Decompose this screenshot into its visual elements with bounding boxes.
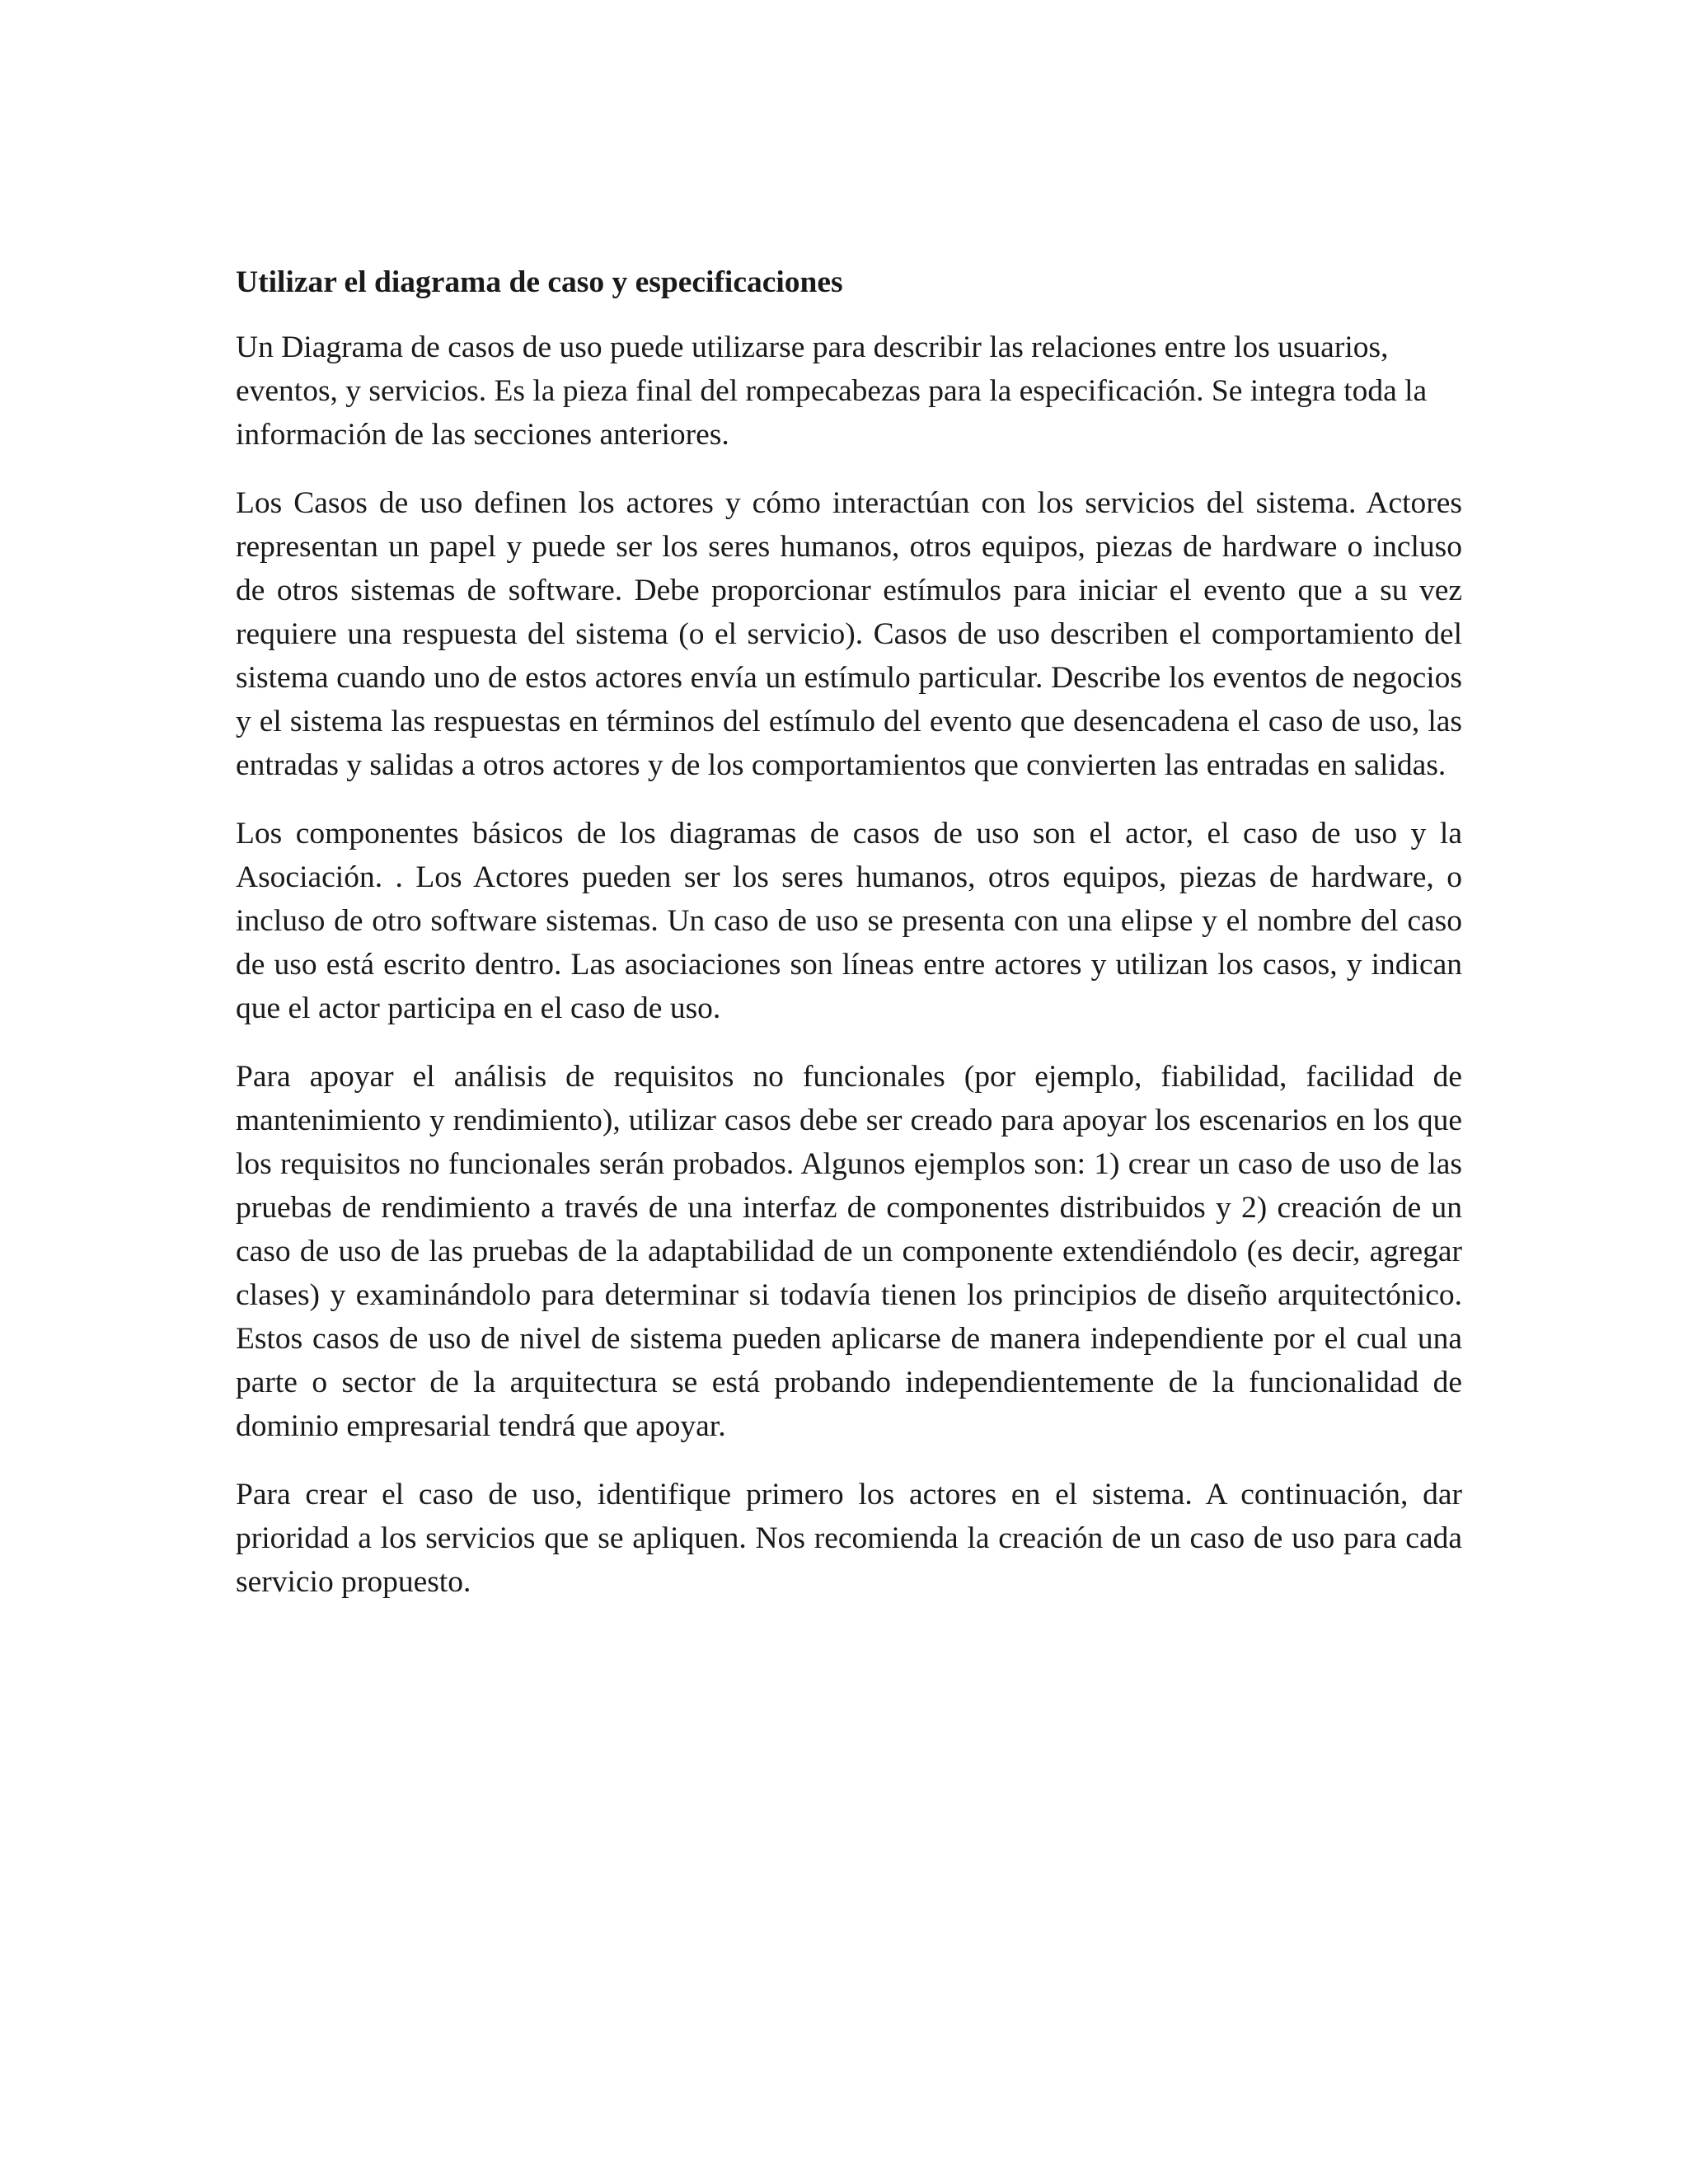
paragraph-intro: Un Diagrama de casos de uso puede utilizarse para describir las relaciones entre los usuarios, eventos, y servicios. Es la pieza final del rompecabezas para la especificación. Se integra toda la información de las secciones anteriores. (236, 330, 1428, 452)
paragraph-non-functional-requirements: Para apoyar el análisis de requisitos no funcionales (por ejemplo, fiabilidad, facilidad de mantenimiento y rendimiento), utilizar casos debe ser creado para apoyar los escenarios en los que los requisitos no funcionales serán probados. Algunos ejemplos son: 1) crear un caso de uso de las pruebas de rendimiento a través de una interfaz de componentes distribuidos y 2) creación de un caso de uso de las pruebas de la adaptabilidad de un componente extendiéndolo (es decir, agregar clases) y examinándolo para determinar si todavía tienen los principios de diseño arquitectónico. Estos casos de uso de nivel de sistema pueden aplicarse de manera independiente por el cual una parte o sector de la arquitectura se está probando independientemente de la funcionalidad de dominio empresarial tendrá que apoyar. (236, 1060, 1462, 1443)
paragraph-use-cases-actors: Los Casos de uso definen los actores y cómo interactúan con los servicios del sistema. Actores representan un papel y puede ser los seres humanos, otros equipos, piezas de hardware o incluso de otros sistemas de software. Debe proporcionar estímulos para iniciar el evento que a su vez requiere una respuesta del sistema (o el servicio). Casos de uso describen el comportamiento del sistema cuando uno de estos actores envía un estímulo particular. Describe los eventos de negocios y el sistema las respuestas en términos del estímulo del evento que desencadena el caso de uso, las entradas y salidas a otros actores y de los comportamientos que convierten las entradas en salidas. (236, 486, 1462, 782)
document-body (236, 260, 1462, 1604)
section-heading: Utilizar el diagrama de caso y especificaciones (236, 265, 843, 299)
paragraph-basic-components: Los componentes básicos de los diagramas de casos de uso son el actor, el caso de uso y la Asociación. . Los Actores pueden ser los seres humanos, otros equipos, piezas de hardware, o incluso de otro software sistemas. Un caso de uso se presenta con una elipse y el nombre del caso de uso está escrito dentro. Las asociaciones son líneas entre actores y utilizan los casos, y indican que el actor participa en el caso de uso. (236, 817, 1462, 1025)
paragraph-create-use-case: Para crear el caso de uso, identifique primero los actores en el sistema. A continuación, dar prioridad a los servicios que se apliquen. Nos recomienda la creación de un caso de uso para cada servicio propuesto. (236, 1478, 1462, 1599)
